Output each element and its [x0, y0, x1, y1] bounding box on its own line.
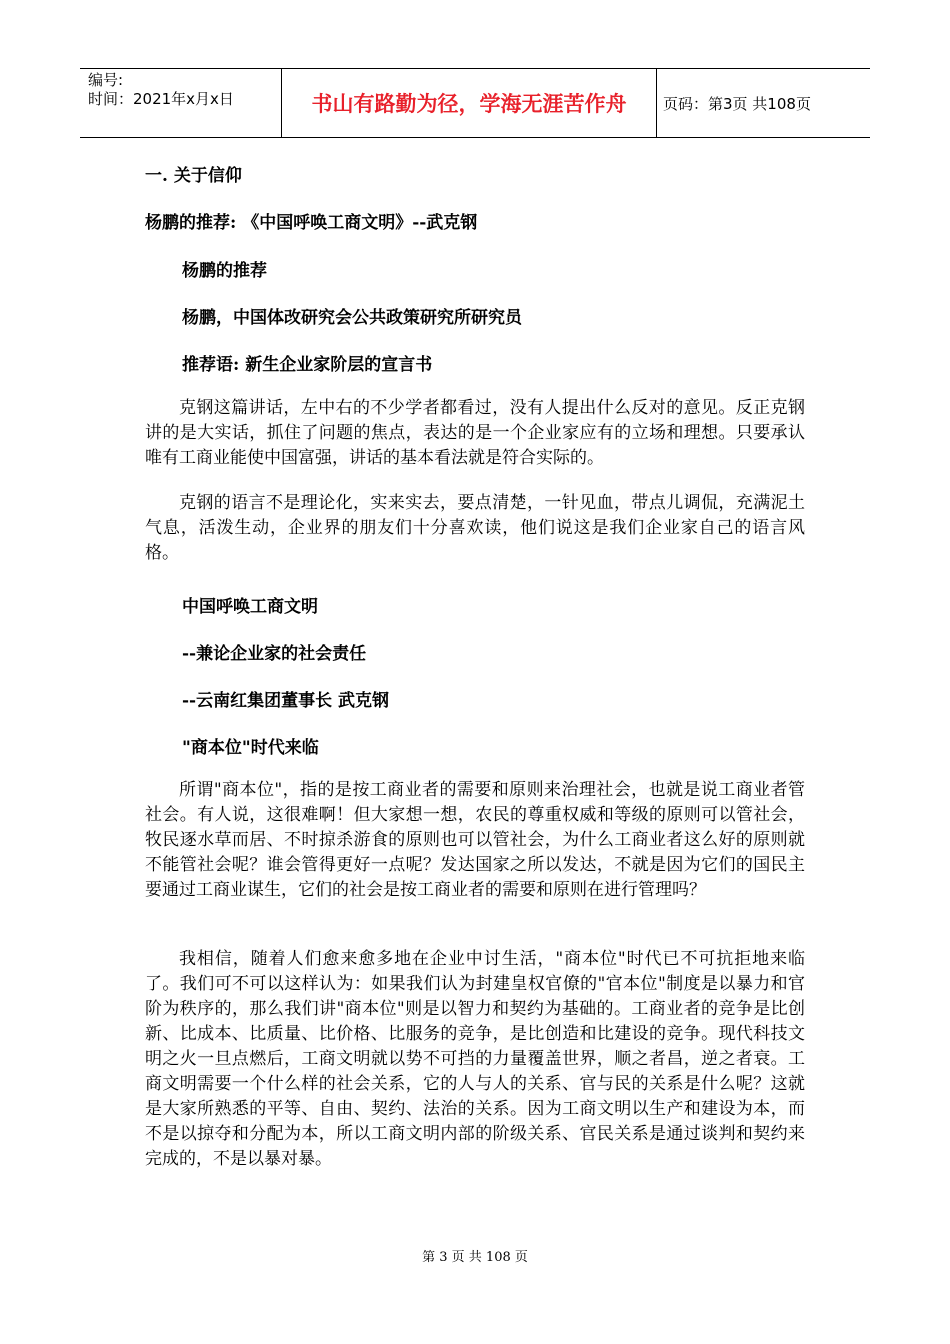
paragraph-2: 克钢的语言不是理论化，实来实去，要点清楚，一针见血，带点儿调侃，充满泥土气息，活泼生动，企业界的朋友们十分喜欢读，他们说这是我们企业家自己的语言风格。 — [145, 493, 805, 563]
number-label: 编号: — [88, 71, 124, 89]
page-footer: 第 3 页 共 108 页 — [422, 1250, 528, 1265]
paragraph-3: 所谓"商本位"，指的是按工商业者的需要和原则来治理社会，也就是说工商业者管社会。有人说，这很难啊！但大家想一想，农民的尊重权威和等级的原则可以管社会，牧民逐水草而居、不时掠杀游食的原则也可以管社会，为什么工商业者这么好的原则就不能管社会呢？谁会管得更好一点呢？发达国家之所以发达，不就是因为它们的国民主要通过工商业谋生，它们的社会是按工商业者的需要和原则在进行管理吗？ — [145, 780, 805, 900]
sub-heading-2: 杨鹏，中国体改研究会公共政策研究所研究员 — [182, 308, 522, 328]
header-meta — [80, 69, 282, 137]
article-title: 中国呼唤工商文明 — [182, 597, 318, 617]
sub-heading-1: 杨鹏的推荐 — [182, 261, 267, 281]
page-header — [80, 68, 870, 138]
article-subtitle: --兼论企业家的社会责任 — [182, 644, 367, 664]
article-author: --云南红集团董事长 武克钢 — [182, 691, 390, 711]
header-motto: 书山有路勤为径，学海无涯苦作舟 — [282, 69, 657, 137]
paragraph-4: 我相信，随着人们愈来愈多地在企业中讨生活，"商本位"时代已不可抗拒地来临了。我们可不可以这样认为：如果我们认为封建皇权官僚的"官本位"制度是以暴力和官阶为秩序的，那么我们讲"商本位"则是以智力和契约为基础的。工商业者的竞争是比创新、比成本、比质量、比价格、比服务的竞争，是比创造和比建设的竞争。现代科技文明之火一旦点燃后，工商文明就以势不可挡的力量覆盖世界，顺之者昌，逆之者衰。工商文明需要一个什么样的社会关系，它的人与人的关系、官与民的关系是什么呢？这就是大家所熟悉的平等、自由、契约、法治的关系。因为工商文明以生产和建设为本，而不是以掠夺和分配为本，所以工商文明内部的阶级关系、官民关系是通过谈判和契约来完成的，不是以暴对暴。 — [145, 949, 805, 1169]
header-page-info: 页码：第3页 共108页 — [663, 94, 811, 113]
paragraph-1: 克钢这篇讲话，左中右的不少学者都看过，没有人提出什么反对的意见。反正克钢讲的是大实话，抓住了问题的焦点，表达的是一个企业家应有的立场和理想。只要承认唯有工商业能使中国富强，讲话的基本看法就是符合实际的。 — [145, 398, 805, 468]
section-heading: 一. 关于信仰 — [145, 166, 242, 186]
recommend-title: 杨鹏的推荐: 《中国呼唤工商文明》--武克钢 — [145, 213, 478, 233]
time-label: 时间：2021年x月x日 — [88, 90, 234, 108]
sub-heading-3: 推荐语: 新生企业家阶层的宣言书 — [182, 355, 433, 375]
section-title: "商本位"时代来临 — [182, 738, 319, 758]
